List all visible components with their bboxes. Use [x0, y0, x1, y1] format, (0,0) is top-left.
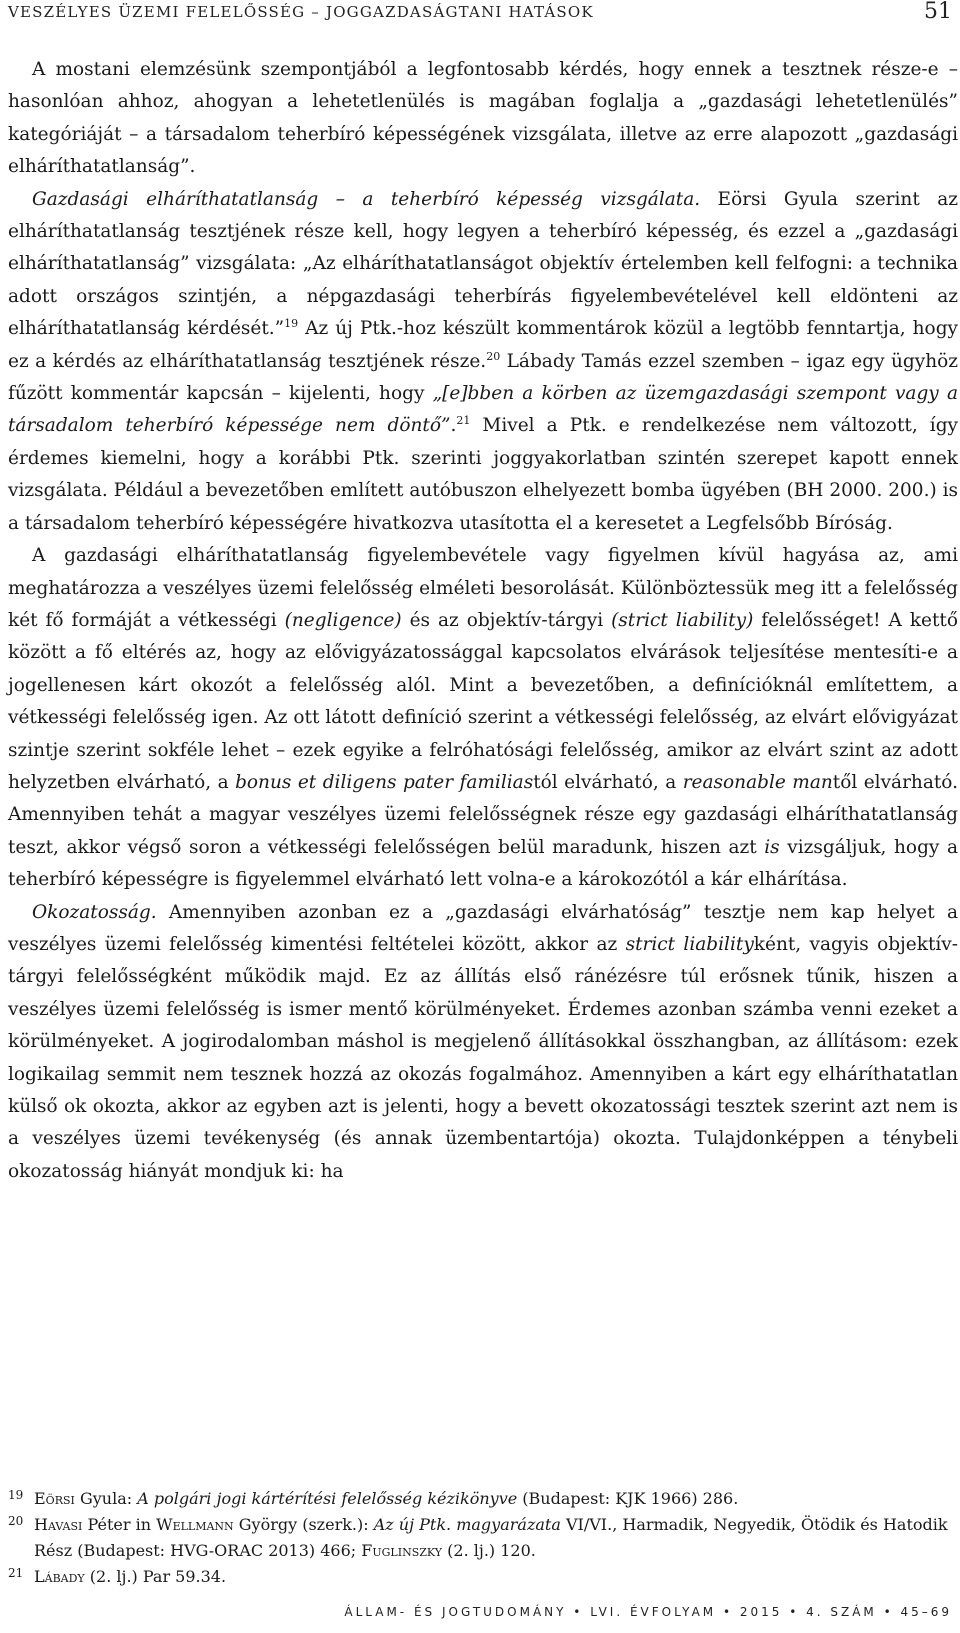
footnote-ref-20[interactable]: 20 — [486, 349, 501, 363]
paragraph-4 — [8, 897, 958, 1189]
paragraph-2 — [8, 184, 958, 540]
body-text — [8, 54, 958, 1188]
paragraph-1: A mostani elemzésünk szempontjából a legfontosabb kérdés, hogy ennek a tesztnek része-e – hasonlóan ahhoz, ahogyan a lehetetlenülés is magában foglalja a „gazdasági lehetetlenülés” kategóriáját – a társadalom teherbíró képességének vizsgálata, illetve az erre alapozott „gazdasági elháríthatatlanság”. — [8, 59, 958, 178]
paragraph-2-text-c: Lábady Tamás ezzel szemben – igaz egy ügyhöz fűzött kommentár kapcsán – kijelenti, hogy — [8, 350, 958, 405]
term-negligence: (negligence) — [284, 609, 402, 631]
term-bonus-pater: bonus et diligens pater familias — [235, 771, 534, 793]
footnote-author: Wellmann — [156, 1515, 234, 1534]
footnote-text: Péter in — [82, 1515, 157, 1534]
paragraph-3-text-c: felelősséget! A kettő között a fő eltérés az, hogy az elővigyázatossággal kapcsolatos elvárások teljesítése mentesíti-e a jogellenesen kárt okozót a felelősség alól. Mint a bevezetőben, a definícióknál említettem, a vétkességi felelősség igen. Az ott látott definíció szerint a vétkességi felelősség, az elvárt elővigyázat szintje szerint sokféle lehet – ezek egyike a felróhatósági felelősség, amikor az elvárt szint az adott helyzetben elvárható, a — [8, 609, 958, 793]
term-reasonable-man: reasonable man — [682, 771, 833, 793]
term-strict-liability: (strict liability) — [611, 609, 754, 631]
page-number: 51 — [924, 0, 952, 24]
footnote-author: Fuglinszky — [361, 1541, 443, 1560]
footnote-text: (Budapest: KJK 1966) 286. — [517, 1489, 739, 1508]
footnote-text: (2. lj.) 120. — [442, 1541, 536, 1560]
running-head — [8, 0, 952, 30]
footnote-number: 19 — [8, 1488, 24, 1502]
footnote-author: Lábady — [34, 1567, 85, 1586]
footnote-work-title: A polgári jogi kártérítési felelősség kézikönyve — [137, 1489, 518, 1508]
section-heading-economic-unavoidability: Gazdasági elháríthatatlanság – a teherbíró képesség vizsgálata. — [32, 188, 701, 210]
footnote-21 — [8, 1564, 958, 1590]
footnote-ref-21[interactable]: 21 — [456, 414, 471, 428]
footnote-work-title: Az új Ptk. magyarázata — [373, 1515, 561, 1534]
paragraph-4-text-a: Amennyiben azonban ez a „gazdasági elvárhatóság” tesztje nem kap helyet a veszélyes üzemi felelősség kimentési feltételei között, akkor az — [8, 901, 958, 955]
paragraph-2-text-b: Az új Ptk.-hoz készült kommentárok közül a legtöbb fenntartja, hogy ez a kérdés az elháríthatatlanság tesztjének része. — [8, 318, 958, 372]
paragraph-3-text-e: től elvárható. Amennyiben tehát a magyar veszélyes üzemi felelősségnek része egy gazdasági elháríthatatlanság teszt, akkor végső soron a vétkességi felelősségen belül maradunk, hiszen azt — [8, 771, 958, 858]
emphasis-is: is — [764, 836, 780, 858]
paragraph-3-text-b: és az objektív-tárgyi — [401, 609, 612, 631]
footnote-text: VI/VI., Harmadik, Negyedik, Ötödik és Hatodik Rész (Budapest: HVG-ORAC 2013) 466; — [34, 1515, 948, 1560]
footnote-ref-19[interactable]: 19 — [284, 317, 299, 331]
footnote-19 — [8, 1486, 958, 1512]
footnote-text: (2. lj.) Par 59.34. — [84, 1567, 227, 1586]
footnote-text: György (szerk.): — [233, 1515, 374, 1534]
footnote-number: 21 — [8, 1566, 24, 1580]
running-title: VESZÉLYES ÜZEMI FELELŐSSÉG – JOGGAZDASÁGTANI HATÁSOK — [8, 3, 594, 21]
term-strict-liability-2: strict liability — [625, 933, 754, 955]
paragraph-2-text-a: Eörsi Gyula szerint az elháríthatatlanság tesztjének része kell, hogy legyen a teherbíró képesség, és ezzel a „gazdasági elháríthatatlanság” vizsgálata: „Az elháríthatatlanságot objektív értelemben kell felfogni: a technika adott országos szintjén, a népgazdasági teherbírás figyelembevételével kell eldönteni az elháríthatatlanság kérdését.” — [8, 188, 958, 340]
footnote-author: Havasi — [34, 1515, 83, 1534]
quotation: „[e]bben a körben az üzemgazdasági szempont vagy a társadalom teherbíró képessége nem döntő” — [8, 383, 958, 437]
paragraph-2-text-e: Mivel a Ptk. e rendelkezése nem változott, így érdemes kiemelni, hogy a korábbi Ptk. szerinti joggyakorlatban szintén szerepet kapott ennek vizsgálata. Például a bevezetőben említett autóbuszon elhelyezett bomba ügyében (BH 2000. 200.) is a társadalom teherbíró képességére hivatkozva utasította el a keresetet a Legfelsőbb Bíróság. — [8, 415, 958, 534]
section-heading-causation: Okozatosság. — [32, 901, 157, 923]
paragraph-3-text-a: A gazdasági elháríthatatlanság figyelembevétele vagy figyelmen kívül hagyása az, ami meghatározza a veszélyes üzemi felelősség elméleti besorolását. Különböztessük meg itt a felelősség két fő formáját a vétkességi — [8, 545, 958, 631]
footnote-author: Eörsi — [34, 1489, 75, 1508]
paragraph-2-text-d: . — [450, 415, 457, 437]
paragraph-3-text-f: vizsgáljuk, hogy a teherbíró képességre is figyelemmel elvárható lett volna-e a károkozótól a kár elhárítása. — [8, 836, 958, 891]
footnotes — [8, 1486, 958, 1590]
footnote-number: 20 — [8, 1514, 24, 1528]
paragraph-4-text-b: ként, vagyis objektív-tárgyi felelősségként működik majd. Ez az állítás első ránézésre túl erősnek tűnik, hiszen a veszélyes üzemi felelősség is ismer mentő körülményeket. Érdemes azonban számba venni ezeket a körülményeket. A jogirodalomban máshol is megjelenő állításokkal összhangban, az állításom: ezek logikailag semmit nem tesznek hozzá az okozás fogalmához. Amennyiben a kárt egy elháríthatatlan külső ok okozta, akkor az egyben azt is jelenti, hogy a bevett okozatossági tesztek szerint azt nem is a veszélyes üzemi tevékenység (és annak üzembentartója) okozta. Tulajdonképpen a ténybeli okozatosság hiányát mondjuk ki: ha — [8, 933, 958, 1182]
footnote-20 — [8, 1512, 958, 1564]
journal-footer: ÁLLAM- ÉS JOGTUDOMÁNY • LVI. ÉVFOLYAM • 2015 • 4. SZÁM • 45–69 — [344, 1605, 952, 1619]
paragraph-3-text-d: tól elvárható, a — [533, 771, 683, 793]
paragraph-3 — [8, 540, 958, 896]
footnote-text: Gyula: — [74, 1489, 138, 1508]
